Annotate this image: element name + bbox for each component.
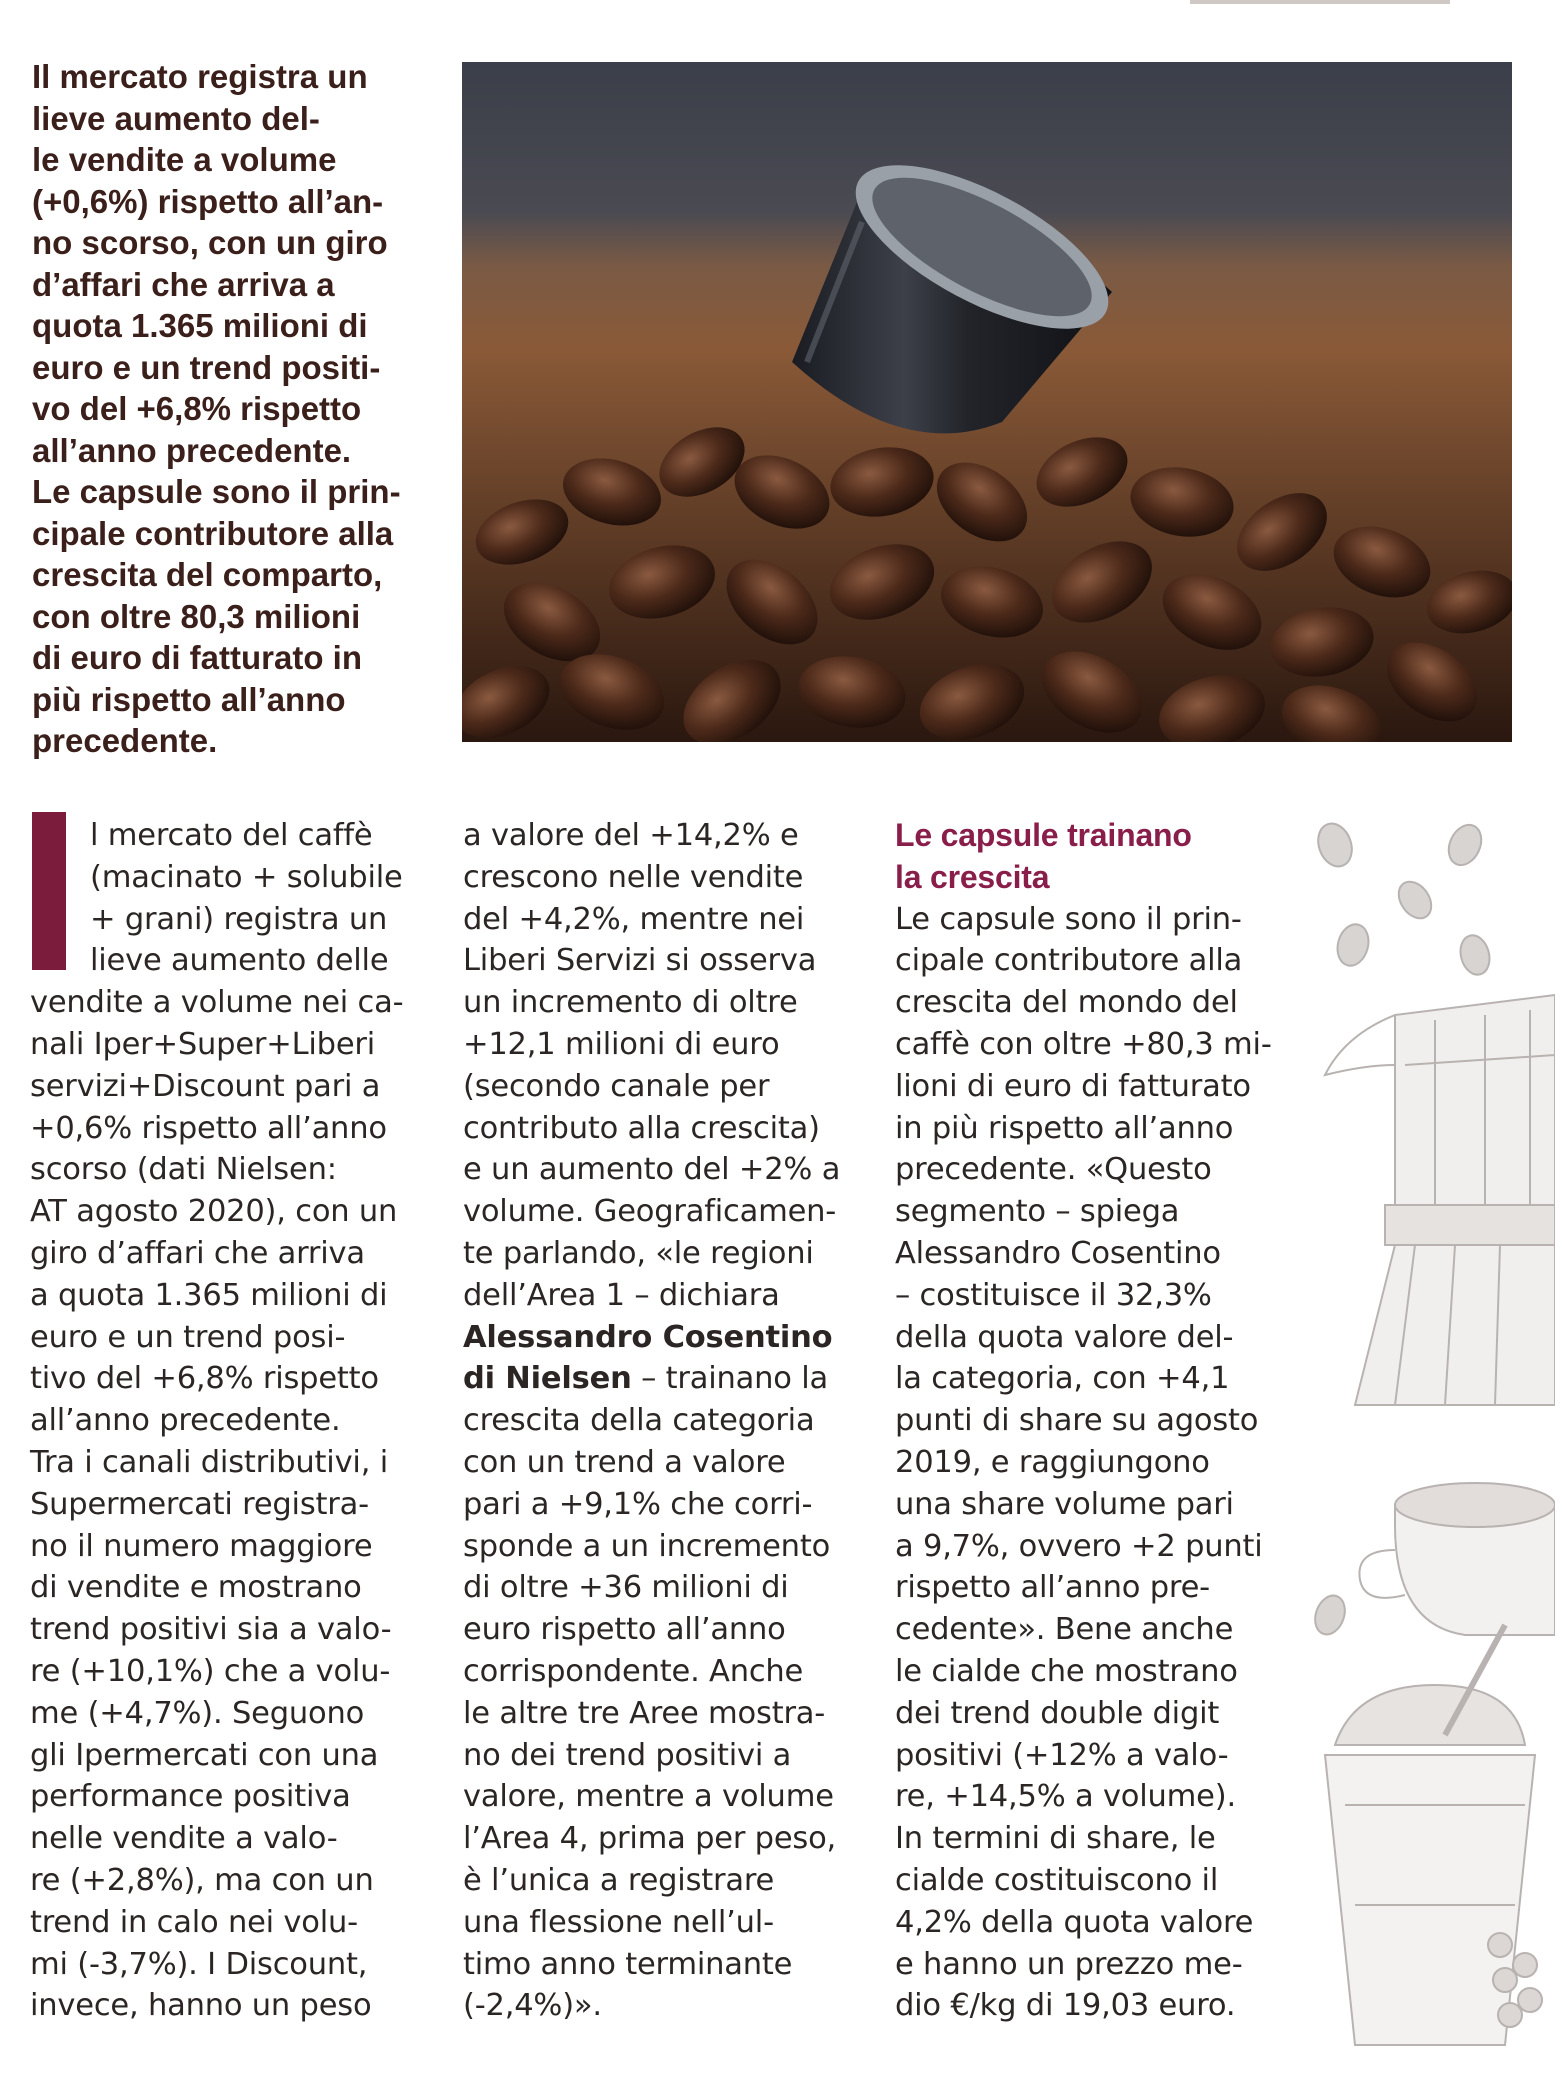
- text-line: pari a +9,1% che corri-: [463, 1486, 813, 1522]
- text-line: Il mercato registra un: [32, 58, 368, 95]
- text-line: dio €/kg di 19,03 euro.: [895, 1988, 1236, 2024]
- text-line: la categoria, con +4,1: [895, 1361, 1230, 1397]
- text-line: +0,6% rispetto all’anno: [30, 1110, 387, 1146]
- text-line: – costituisce il 32,3%: [895, 1277, 1212, 1313]
- text-line: no il numero maggiore: [30, 1528, 373, 1564]
- text-line: Liberi Servizi si osserva: [463, 943, 817, 979]
- text-line: l mercato del caffè: [90, 818, 373, 853]
- coffee-sketch-decoration: [1285, 805, 1555, 2065]
- text-line: 2019, e raggiungono: [895, 1444, 1210, 1480]
- text-line: all’anno precedente.: [32, 431, 352, 469]
- text-line: Le capsule sono il prin-: [32, 473, 401, 510]
- text-line: dei trend double digit: [895, 1695, 1220, 1731]
- quoted-name-affiliation: di Nielsen: [463, 1361, 632, 1397]
- text-line: precedente.: [32, 722, 218, 759]
- text-line: una flessione nell’ul-: [463, 1904, 774, 1940]
- text-line: In termini di share, le: [895, 1821, 1216, 1857]
- text-line: e hanno un prezzo me-: [895, 1946, 1243, 1982]
- text-line: invece, hanno un peso: [30, 1988, 372, 2024]
- text-line: di euro di fatturato in: [32, 639, 362, 676]
- text-line: di vendite e mostrano: [30, 1570, 362, 1606]
- text-line: caffè con oltre +80,3 mi-: [895, 1026, 1272, 1062]
- text-line: + grani) registra un: [90, 901, 388, 937]
- article-column-1: [30, 815, 430, 2027]
- text-line: Alessandro Cosentino: [895, 1235, 1221, 1271]
- text-line: 4,2% della quota valore: [895, 1904, 1254, 1940]
- text-line: te parlando, «le regioni: [463, 1235, 814, 1271]
- text-line: euro rispetto all’anno: [463, 1612, 786, 1648]
- text-line: (secondo canale per: [463, 1068, 770, 1104]
- text-line: le altre tre Aree mostra-: [463, 1695, 826, 1731]
- text-line: dell’Area 1 – dichiara: [463, 1277, 780, 1313]
- text-line: no dei trend positivi a: [463, 1737, 792, 1773]
- text-line: (+0,6%) rispetto all’an-: [32, 182, 384, 220]
- text-line: con un trend a valore: [463, 1444, 786, 1480]
- article-column-2: [463, 815, 863, 2027]
- text-line: gli Ipermercati con una: [30, 1737, 379, 1773]
- text-line: con oltre 80,3 milioni: [32, 597, 361, 635]
- text-line: lieve aumento del-: [32, 99, 320, 137]
- text-line: del +4,2%, mentre nei: [463, 901, 805, 937]
- text-line: a quota 1.365 milioni di: [30, 1277, 388, 1313]
- text-line: della quota valore del-: [895, 1319, 1234, 1355]
- text-line: crescono nelle vendite: [463, 859, 804, 895]
- text-line: valore, mentre a volume: [463, 1779, 834, 1815]
- text-line: giro d’affari che arriva: [30, 1235, 365, 1271]
- text-line: cedente». Bene anche: [895, 1612, 1234, 1648]
- text-line: tivo del +6,8% rispetto: [30, 1361, 379, 1397]
- text-line: lioni di euro di fatturato: [895, 1068, 1251, 1104]
- text-line: segmento – spiega: [895, 1194, 1180, 1230]
- text-line: le vendite a volume: [32, 141, 337, 178]
- text-line: quota 1.365 milioni di: [32, 307, 368, 344]
- text-line: vendite a volume nei ca-: [30, 985, 404, 1021]
- text-line: scorso (dati Nielsen:: [30, 1152, 337, 1188]
- text-line: Le capsule sono il prin-: [895, 901, 1242, 937]
- text-line: re (+2,8%), ma con un: [30, 1862, 374, 1898]
- text-line: Tra i canali distributivi, i: [30, 1444, 388, 1480]
- text-line: re (+10,1%) che a volu-: [30, 1653, 391, 1689]
- page-header-rule: [1190, 0, 1450, 4]
- text-line: crescita del comparto,: [32, 556, 383, 593]
- text-line: timo anno terminante: [463, 1946, 793, 1982]
- text-line: lieve aumento delle: [90, 943, 389, 979]
- text-line: crescita della categoria: [463, 1403, 815, 1439]
- text-line: di oltre +36 milioni di: [463, 1570, 789, 1606]
- text-line: punti di share su agosto: [895, 1403, 1259, 1439]
- section-subheading: Le capsule trainano la crescita: [895, 817, 1192, 895]
- text-line: cialde costituiscono il: [895, 1862, 1219, 1898]
- text-line: me (+4,7%). Seguono: [30, 1695, 365, 1731]
- text-line: +12,1 milioni di euro: [463, 1026, 780, 1062]
- text-line: sponde a un incremento: [463, 1528, 831, 1564]
- text-line: performance positiva: [30, 1779, 351, 1815]
- text-line: – trainano la: [631, 1361, 828, 1397]
- text-line: d’affari che arriva a: [32, 265, 335, 303]
- coffee-cup-icon: [1359, 1483, 1555, 1635]
- text-line: AT agosto 2020), con un: [30, 1194, 398, 1230]
- text-line: no scorso, con un giro: [32, 224, 388, 261]
- text-line: vo del +6,8% rispetto: [32, 390, 362, 427]
- text-line: mi (-3,7%). I Discount,: [30, 1946, 368, 1982]
- text-line: (macinato + solubile: [90, 859, 403, 895]
- text-line: le cialde che mostrano: [895, 1653, 1238, 1689]
- text-line: volume. Geograficamen-: [463, 1194, 837, 1230]
- text-line: euro e un trend posi-: [30, 1319, 346, 1355]
- text-line: a 9,7%, ovvero +2 punti: [895, 1528, 1263, 1564]
- text-line: un incremento di oltre: [463, 985, 798, 1021]
- text-line: euro e un trend positi-: [32, 348, 381, 386]
- text-line: nelle vendite a valo-: [30, 1821, 338, 1857]
- text-line: (-2,4%)».: [463, 1988, 602, 2024]
- text-line: nali Iper+Super+Liberi: [30, 1026, 375, 1062]
- text-line: l’Area 4, prima per peso,: [463, 1821, 837, 1857]
- text-line: corrispondente. Anche: [463, 1653, 804, 1689]
- text-line: più rispetto all’anno: [32, 680, 346, 718]
- text-line: contributo alla crescita): [463, 1110, 820, 1146]
- text-line: cipale contributore alla: [895, 943, 1243, 979]
- text-line: una share volume pari: [895, 1486, 1234, 1522]
- coffee-capsule-photo: [462, 62, 1512, 742]
- lead-paragraph: [32, 56, 452, 762]
- text-line: rispetto all’anno pre-: [895, 1570, 1210, 1606]
- text-line: è l’unica a registrare: [463, 1862, 775, 1898]
- quoted-name: Alessandro Cosentino: [463, 1319, 833, 1355]
- text-line: in più rispetto all’anno: [895, 1110, 1234, 1146]
- text-line: trend positivi sia a valo-: [30, 1612, 392, 1648]
- text-line: precedente. «Questo: [895, 1152, 1212, 1188]
- text-line: a valore del +14,2% e: [463, 818, 799, 853]
- text-line: trend in calo nei volu-: [30, 1904, 358, 1940]
- text-line: cipale contributore alla: [32, 514, 394, 552]
- moka-pot-icon: [1325, 995, 1555, 1405]
- text-line: all’anno precedente.: [30, 1403, 341, 1439]
- text-line: positivi (+12% a valo-: [895, 1737, 1229, 1773]
- article-column-3: [895, 815, 1295, 2027]
- text-line: re, +14,5% a volume).: [895, 1779, 1236, 1815]
- text-line: e un aumento del +2% a: [463, 1152, 841, 1188]
- text-line: crescita del mondo del: [895, 985, 1238, 1021]
- text-line: servizi+Discount pari a: [30, 1068, 381, 1104]
- text-line: Supermercati registra-: [30, 1486, 369, 1522]
